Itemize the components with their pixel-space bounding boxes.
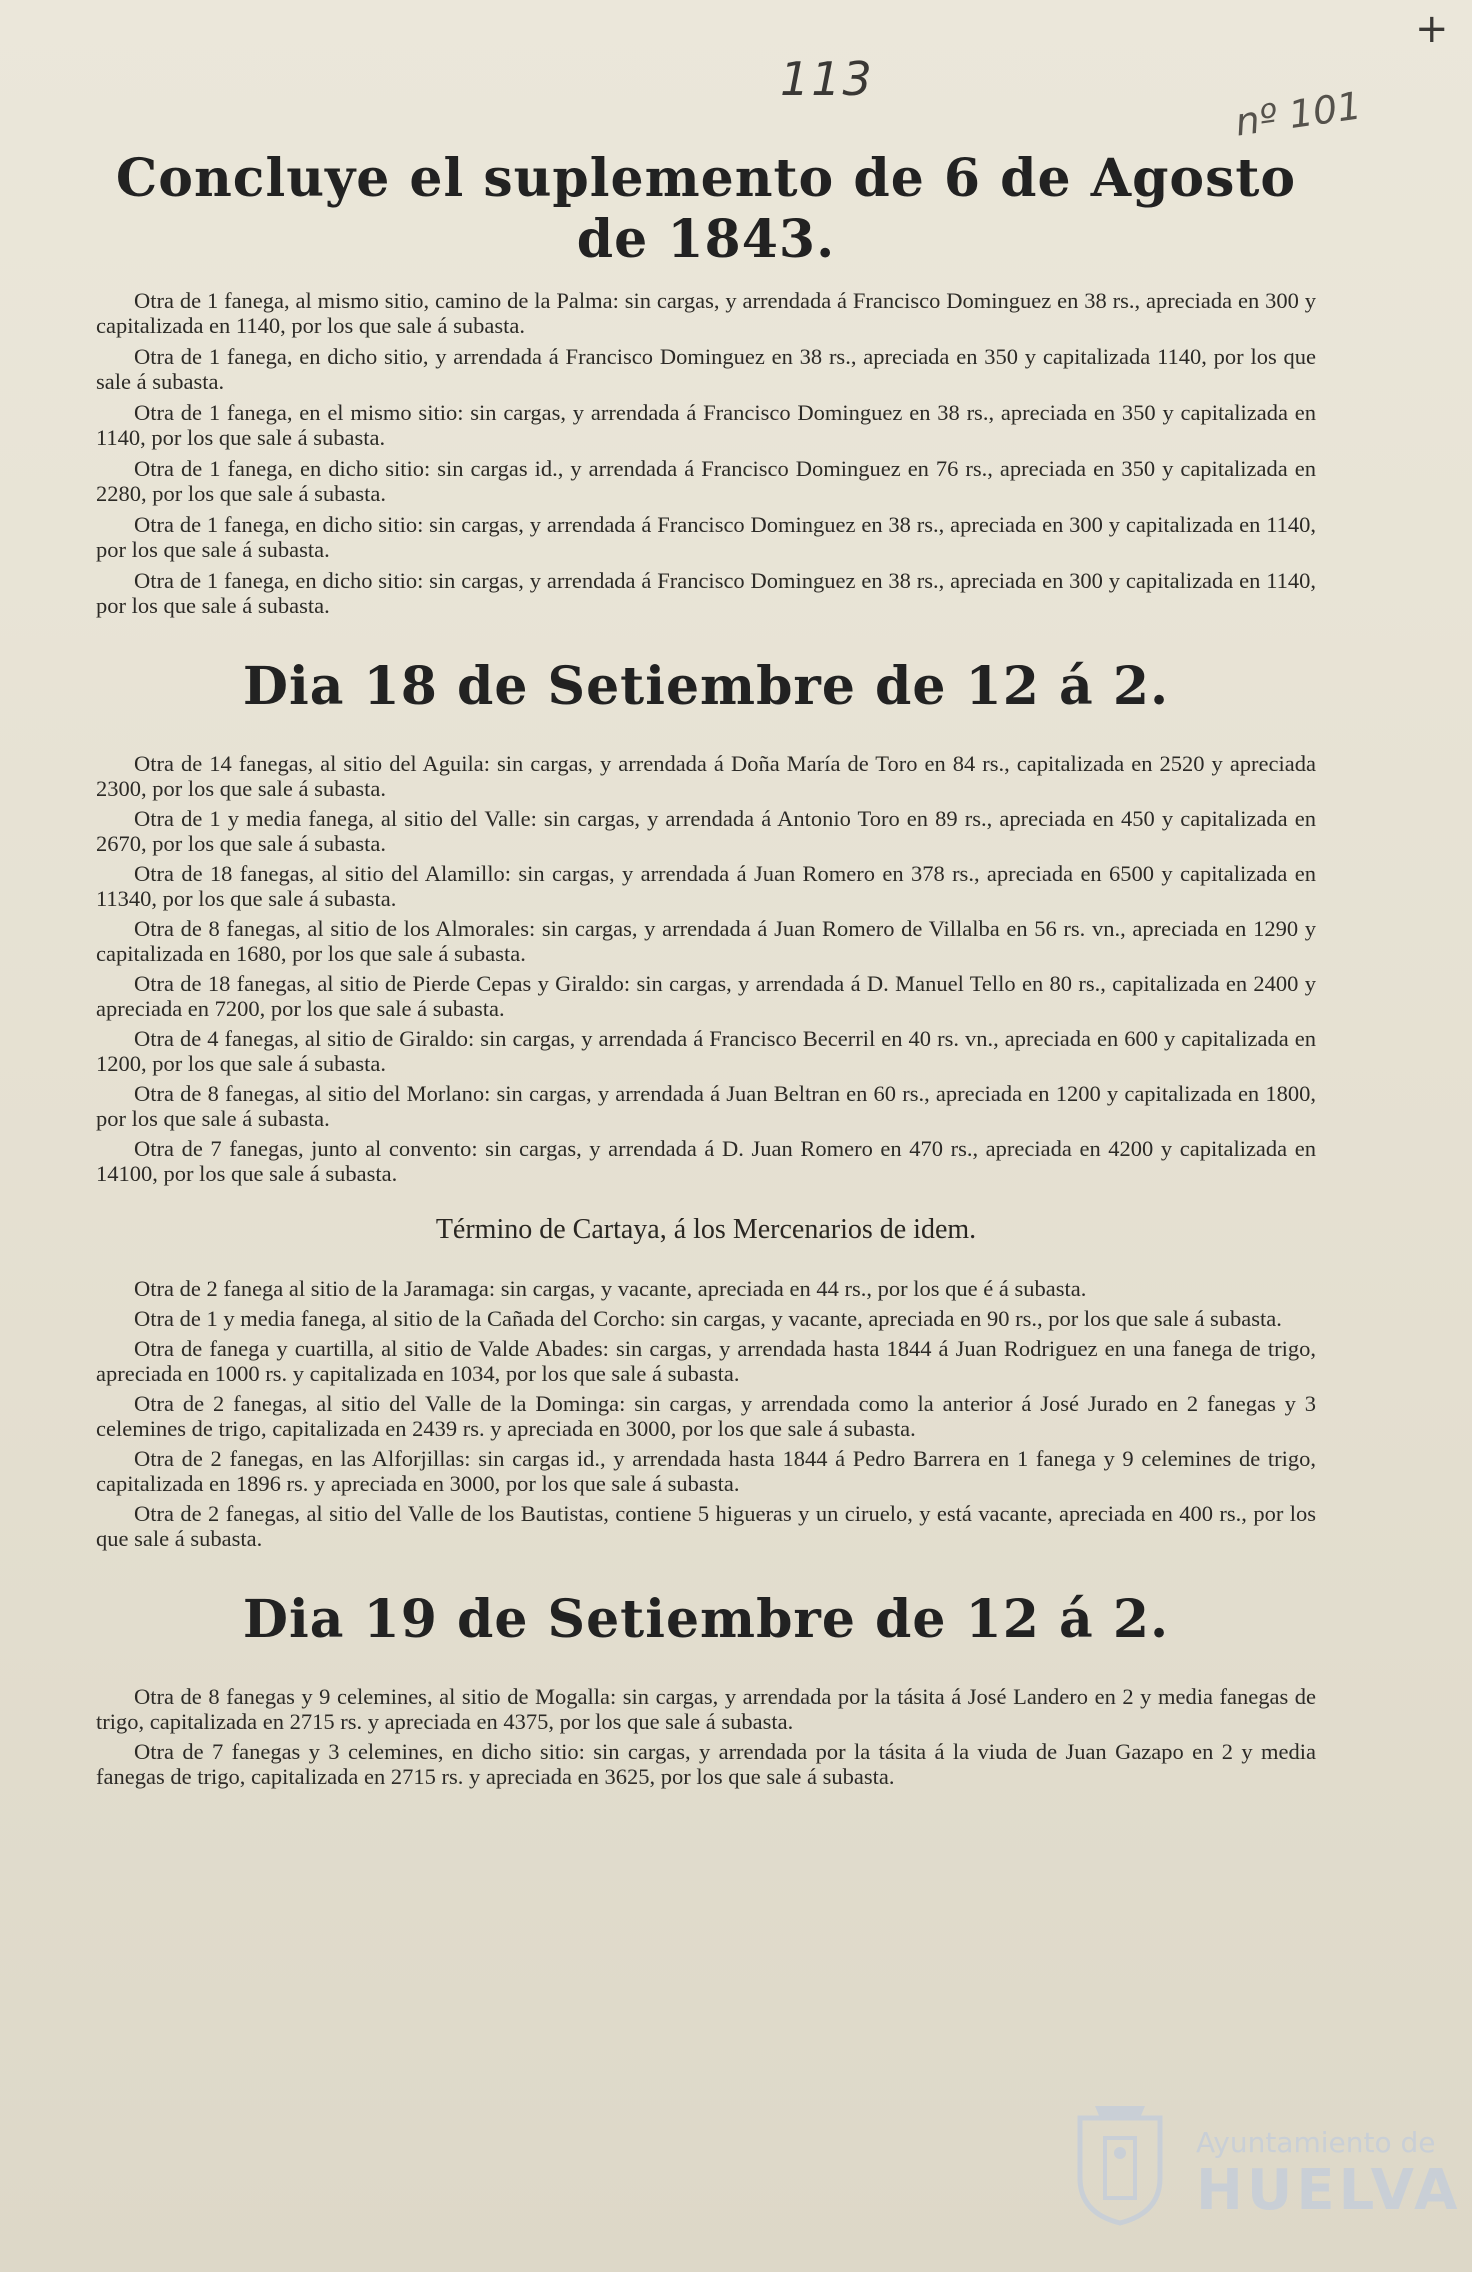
entry: Otra de 8 fanegas y 9 celemines, al sitio de Mogalla: sin cargas, y arrendada por la tásita á José Landero en 2 y media fanegas de trigo, capitalizada en 2715 rs. y apreciada en 4375, por los que sale á subasta.	[96, 1684, 1316, 1734]
entry: Otra de 8 fanegas, al sitio de los Almorales: sin cargas, y arrendada á Juan Romero de Villalba en 56 rs. vn., apreciada en 1290 y capitalizada en 1680, por los que sale á subasta.	[96, 916, 1316, 966]
entry: Otra de 1 fanega, al mismo sitio, camino de la Palma: sin cargas, y arrendada á Francisco Dominguez en 38 rs., apreciada en 300 y capitalizada en 1140, por los que sale á subasta.	[96, 288, 1316, 338]
entry: Otra de 14 fanegas, al sitio del Aguila: sin cargas, y arrendada á Doña María de Toro en 84 rs., capitalizada en 2520 y apreciada 2300, por los que sale á subasta.	[96, 751, 1316, 801]
entry: Otra de 1 fanega, en dicho sitio: sin cargas, y arrendada á Francisco Dominguez en 38 rs., apreciada en 300 y capitalizada en 1140, por los que sale á subasta.	[96, 568, 1316, 618]
entry: Otra de 1 y media fanega, al sitio del Valle: sin cargas, y arrendada á Antonio Toro en 89 rs., apreciada en 450 y capitalizada en 2670, por los que sale á subasta.	[96, 806, 1316, 856]
entry: Otra de 4 fanegas, al sitio de Giraldo: sin cargas, y arrendada á Francisco Becerril en 40 rs. vn., apreciada en 600 y capitalizada en 1200, por los que sale á subasta.	[96, 1026, 1316, 1076]
entry: Otra de 1 fanega, en el mismo sitio: sin cargas, y arrendada á Francisco Dominguez en 38 rs., apreciada en 350 y capitalizada en 1140, por los que sale á subasta.	[96, 400, 1316, 450]
watermark-line-2: HUELVA	[1196, 2158, 1462, 2223]
entry: Otra de 1 fanega, en dicho sitio: sin cargas, y arrendada á Francisco Dominguez en 38 rs., apreciada en 300 y capitalizada en 1140, por los que sale á subasta.	[96, 512, 1316, 562]
entry: Otra de 8 fanegas, al sitio del Morlano: sin cargas, y arrendada á Juan Beltran en 60 rs., apreciada en 1200 y capitalizada en 1800, por los que sale á subasta.	[96, 1081, 1316, 1131]
section-day-19	[96, 1684, 1316, 1789]
watermark	[1060, 2098, 1462, 2228]
day-19-heading: Dia 19 de Setiembre de 12 á 2.	[242, 1589, 1170, 1650]
entry: Otra de 18 fanegas, al sitio de Pierde Cepas y Giraldo: sin cargas, y arrendada á D. Manuel Tello en 80 rs., capitalizada en 2400 y apreciada en 7200, por los que sale á subasta.	[96, 971, 1316, 1021]
entry: Otra de 2 fanega al sitio de la Jaramaga: sin cargas, y vacante, apreciada en 44 rs., por los que é á subasta.	[134, 1276, 1087, 1301]
entry: Otra de 2 fanegas, en las Alforjillas: sin cargas id., y arrendada hasta 1844 á Pedro Barrera en 1 fanega y 9 celemines de trigo, capitalizada en 1896 rs. y apreciada en 3000, por los que sale á subasta.	[96, 1446, 1316, 1496]
folio-number: 113	[780, 52, 874, 106]
entry: Otra de 7 fanegas, junto al convento: sin cargas, y arrendada á D. Juan Romero en 470 rs., apreciada en 4200 y capitalizada en 14100, por los que sale á subasta.	[96, 1136, 1316, 1186]
document-number: nº 101	[1232, 83, 1365, 145]
entry: Otra de 2 fanegas, al sitio del Valle de la Dominga: sin cargas, y arrendada como la anterior á José Jurado en 2 fanegas y 3 celemines de trigo, capitalizada en 2439 rs. y apreciada en 3000, por los que sale á subasta.	[96, 1391, 1316, 1441]
entry: Otra de 7 fanegas y 3 celemines, en dicho sitio: sin cargas, y arrendada por la tásita á la viuda de Juan Gazapo en 2 y media fanegas de trigo, capitalizada en 2715 rs. y apreciada en 3625, por los que sale á subasta.	[96, 1739, 1316, 1789]
section-first	[96, 288, 1316, 618]
section-cartaya	[96, 1276, 1316, 1551]
document-body	[96, 148, 1316, 1794]
entry: Otra de 18 fanegas, al sitio del Alamillo: sin cargas, y arrendada á Juan Romero en 378 rs., apreciada en 6500 y capitalizada en 11340, por los que sale á subasta.	[96, 861, 1316, 911]
entry: Otra de 1 y media fanega, al sitio de la Cañada del Corcho: sin cargas, y vacante, apreciada en 90 rs., por los que sale á subasta.	[134, 1306, 1282, 1331]
section-day-18	[96, 751, 1316, 1186]
entry: Otra de 2 fanegas, al sitio del Valle de los Bautistas, contiene 5 higueras y un ciruelo, y está vacante, apreciada en 400 rs., por los que sale á subasta.	[96, 1501, 1316, 1551]
coat-of-arms-icon	[1060, 2098, 1180, 2228]
entry: Otra de 1 fanega, en dicho sitio: sin cargas id., y arrendada á Francisco Dominguez en 76 rs., apreciada en 350 y capitalizada en 2280, por los que sale á subasta.	[96, 456, 1316, 506]
day-18-heading: Dia 18 de Setiembre de 12 á 2.	[242, 656, 1170, 717]
page-title: Concluye el suplemento de 6 de Agosto de 1843.	[115, 148, 1297, 270]
watermark-line-1: Ayuntamiento de	[1196, 2126, 1436, 2159]
corner-mark: +	[1415, 6, 1449, 52]
entry: Otra de 1 fanega, en dicho sitio, y arrendada á Francisco Dominguez en 38 rs., apreciada en 350 y capitalizada 1140, por los que sale á subasta.	[96, 344, 1316, 394]
cartaya-heading: Término de Cartaya, á los Mercenarios de idem.	[435, 1214, 977, 1245]
entry: Otra de fanega y cuartilla, al sitio de Valde Abades: sin cargas, y arrendada hasta 1844 á Juan Rodriguez en una fanega de trigo, apreciada en 1000 rs. y capitalizada en 1034, por los que sale á subasta.	[96, 1336, 1316, 1386]
